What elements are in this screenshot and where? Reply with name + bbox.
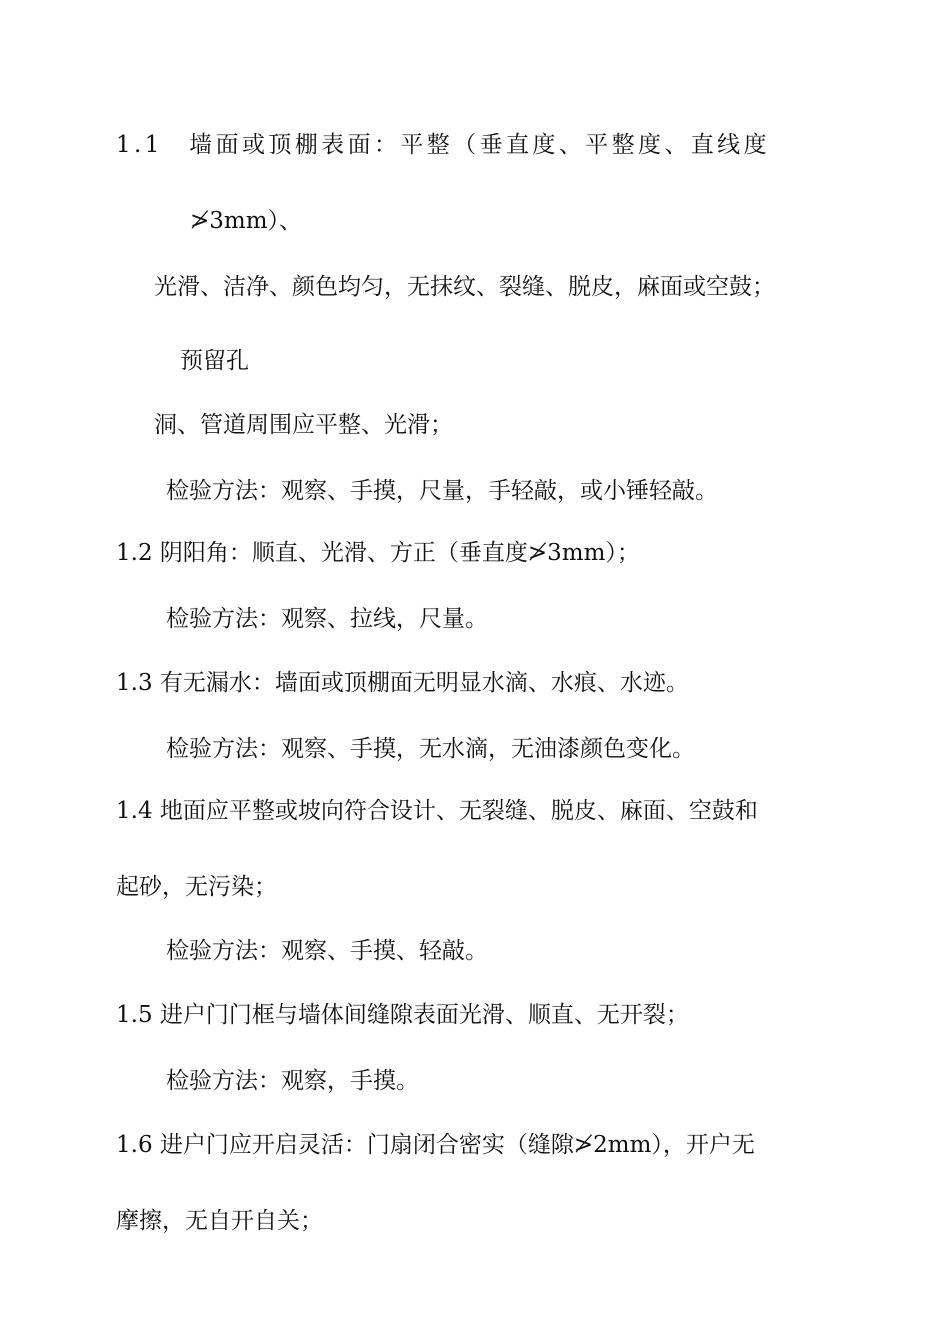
item-1-4-line-2: 起砂，无污染； <box>116 874 277 900</box>
item-1-1-line-3: 光滑、洁净、颜色均匀，无抹纹、裂缝、脱皮，麻面或空鼓； <box>154 274 775 300</box>
item-1-6-line-2: 摩擦，无自开自关； <box>116 1208 323 1234</box>
item-1-5-heading: 1.5 进户门门框与墙体间缝隙表面光滑、顺直、无开裂； <box>116 1002 689 1028</box>
item-1-1-line-4: 预留孔 <box>180 348 249 374</box>
item-1-2-heading: 1.2 阴阳角：顺直、光滑、方正（垂直度≯3mm）； <box>116 540 640 566</box>
item-1-2-method: 检验方法：观察、拉线，尺量。 <box>166 606 488 632</box>
item-1-1-line-1: 1.1 墙面或顶棚表面：平整（垂直度、平整度、直线度 <box>116 132 770 158</box>
item-1-1-line-5: 洞、管道周围应平整、光滑； <box>154 412 453 438</box>
item-1-6-line-1: 1.6 进户门应开启灵活：门扇闭合密实（缝隙≯2mm），开户无 <box>116 1132 755 1158</box>
item-1-1-line-2: ≯3mm）、 <box>190 208 303 234</box>
item-1-3-heading: 1.3 有无漏水：墙面或顶棚面无明显水滴、水痕、水迹。 <box>116 670 689 696</box>
item-1-3-method: 检验方法：观察、手摸，无水滴，无油漆颜色变化。 <box>166 736 695 762</box>
item-1-5-method: 检验方法：观察，手摸。 <box>166 1068 419 1094</box>
item-1-4-method: 检验方法：观察、手摸、轻敲。 <box>166 938 488 964</box>
item-1-4-line-1: 1.4 地面应平整或坡向符合设计、无裂缝、脱皮、麻面、空鼓和 <box>116 798 758 824</box>
item-1-1-method: 检验方法：观察、手摸，尺量，手轻敲，或小锤轻敲。 <box>166 478 718 504</box>
